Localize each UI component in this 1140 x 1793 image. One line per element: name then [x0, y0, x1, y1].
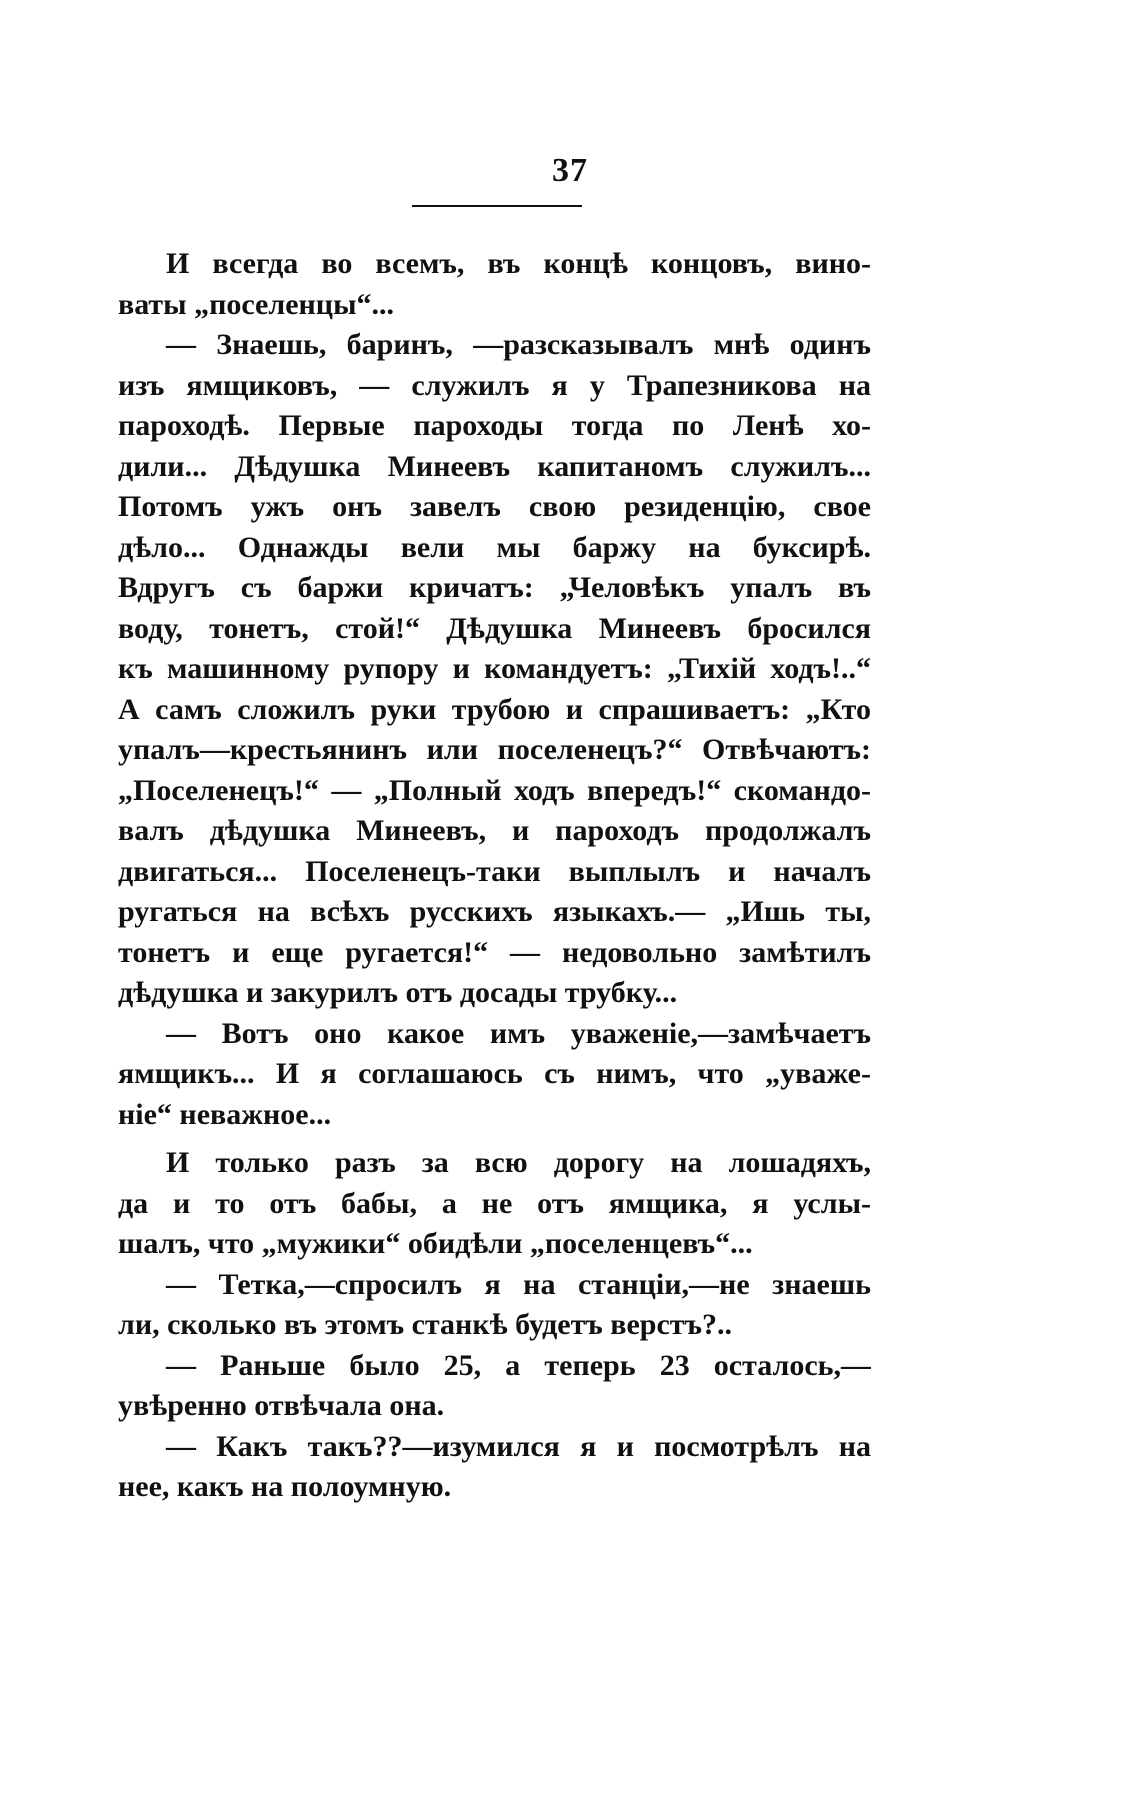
text-line: дѣло... Однажды вели мы баржу на буксирѣ. [118, 530, 871, 564]
text-line: къ машинному рупору и командуетъ: „Тихій ходъ!..“ [118, 652, 871, 685]
page-number: 37 [552, 152, 588, 189]
text-line: нее, какъ на полоумную. [118, 1470, 452, 1503]
body-text [118, 244, 871, 1508]
text-line: валъ дѣдушка Минеевъ, и пароходъ продолжалъ [118, 814, 871, 847]
text-line: изъ ямщиковъ, — служилъ я у Трапезникова на [118, 368, 871, 402]
text-line: ваты „поселенцы“... [118, 287, 395, 321]
text-line: двигаться... Поселенецъ-таки выплылъ и началъ [118, 854, 871, 888]
text-line: — Знаешь, баринъ, —разсказывалъ мнѣ одинъ [166, 328, 871, 361]
text-line: дили... Дѣдушка Минеевъ капитаномъ служилъ... [118, 449, 871, 483]
text-line: Вдругъ съ баржи кричатъ: „Человѣкъ упалъ въ [118, 571, 871, 604]
header-rule [412, 205, 582, 207]
text-line: — Какъ такъ??—изумился я и посмотрѣлъ на [166, 1429, 871, 1463]
text-line: А самъ сложилъ руки трубою и спрашиваетъ: „Кто [118, 692, 871, 726]
text-line: ніе“ неважное... [118, 1097, 332, 1131]
text-line: дѣдушка и закурилъ отъ досады трубку... [118, 976, 678, 1009]
text-line: ругаться на всѣхъ русскихъ языкахъ.— „Ишь ты, [118, 895, 871, 928]
paragraph-gap [118, 1135, 871, 1143]
text-line: тонетъ и еще ругается!“ — недовольно замѣтилъ [118, 935, 871, 969]
text-line: Потомъ ужъ онъ завелъ свою резиденцію, свое [118, 490, 871, 523]
text-line: „Поселенецъ!“ — „Полный ходъ впередъ!“ скомандо- [118, 773, 871, 807]
text-line: ли, сколько въ этомъ станкѣ будетъ верстъ?.. [118, 1308, 733, 1341]
text-line: И только разъ за всю дорогу на лошадяхъ, [166, 1146, 871, 1179]
text-line: воду, тонетъ, стой!“ Дѣдушка Минеевъ бросился [118, 611, 871, 645]
text-line: пароходѣ. Первые пароходы тогда по Ленѣ хо- [118, 409, 871, 442]
text-line: увѣренно отвѣчала она. [118, 1389, 445, 1422]
text-line: — Раньше было 25, а теперь 23 осталось,— [166, 1348, 871, 1382]
text-line: шалъ, что „мужики“ обидѣли „поселенцевъ“... [118, 1227, 753, 1260]
text-line: — Тетка,—спросилъ я на станціи,—не знаешь [166, 1267, 871, 1301]
text-line: упалъ—крестьянинъ или поселенецъ?“ Отвѣчаютъ: [118, 733, 871, 766]
text-line: — Вотъ оно какое имъ уваженіе,—замѣчаетъ [166, 1016, 871, 1050]
text-line: ямщикъ... И я соглашаюсь съ нимъ, что „уваже- [118, 1057, 871, 1090]
text-line: И всегда во всемъ, въ концѣ концовъ, вино- [166, 247, 871, 280]
text-line: да и то отъ бабы, а не отъ ямщика, я услы- [118, 1186, 871, 1220]
